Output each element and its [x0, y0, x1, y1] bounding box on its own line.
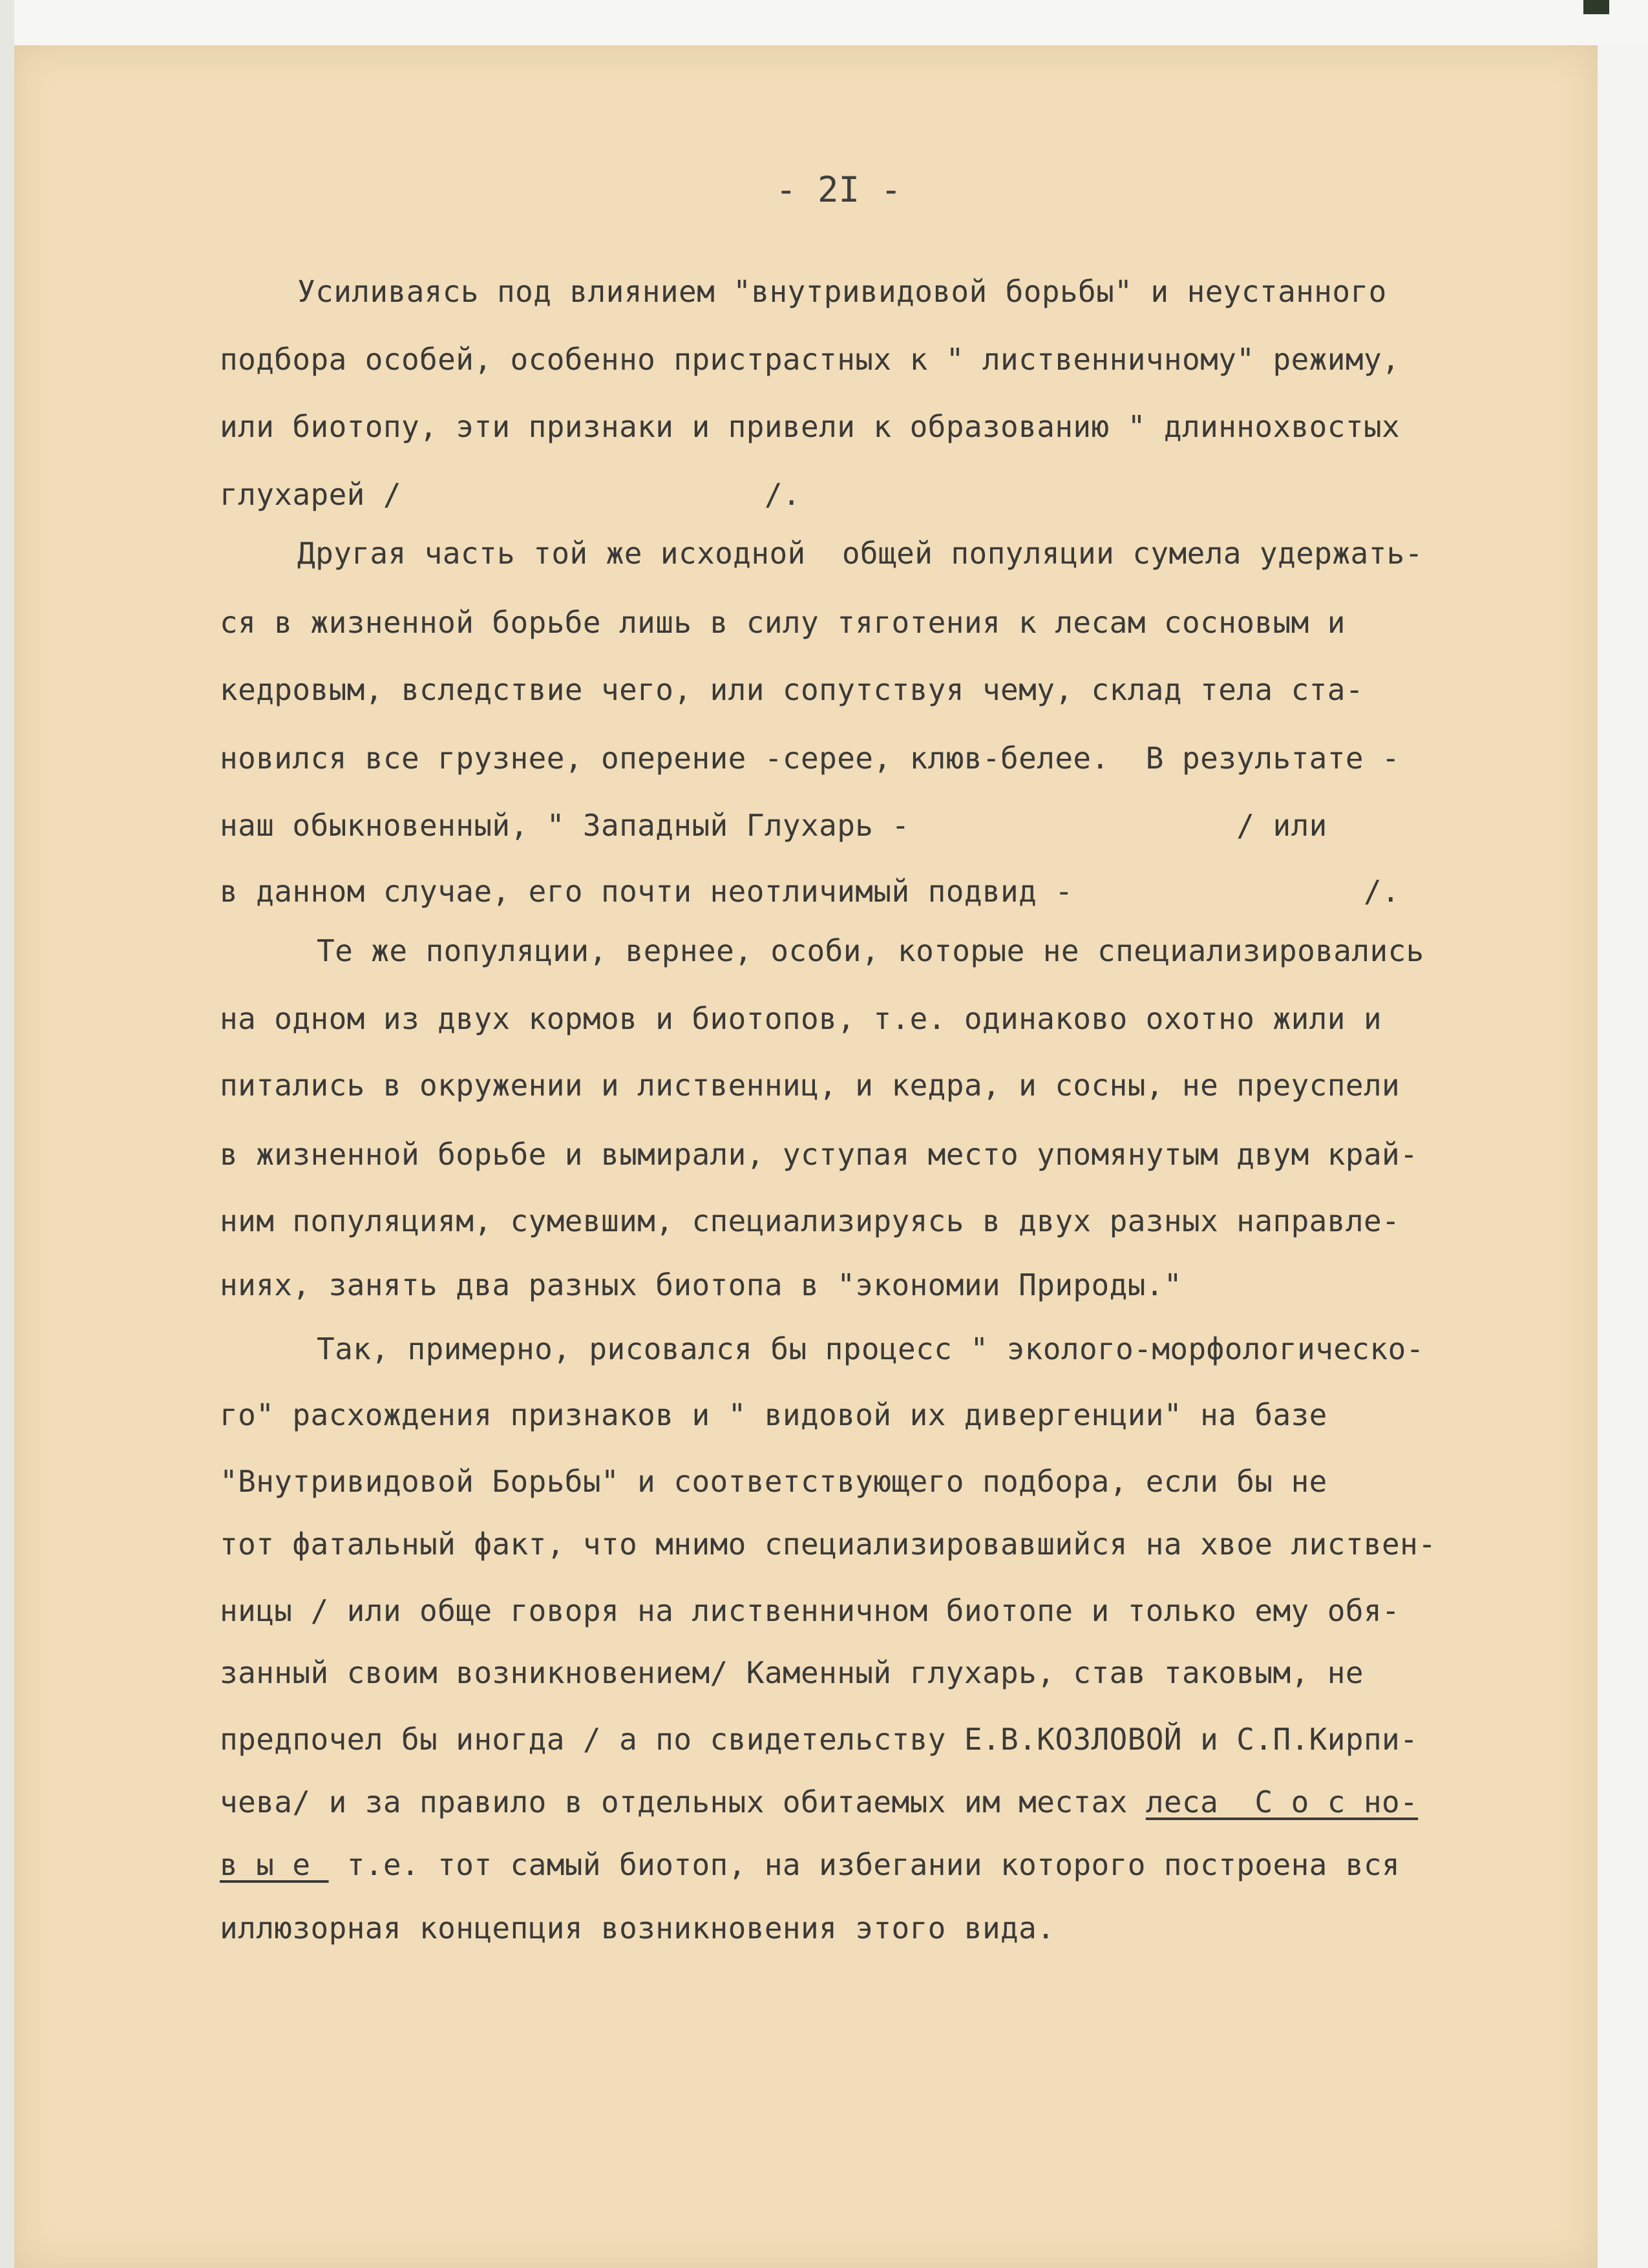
text-line: иллюзорная концепция возникновения этого вида.: [220, 1911, 1055, 1945]
text-line: "Внутривидовой Борьбы" и соответствующего подбора, если бы не: [220, 1464, 1327, 1499]
text-line: [220, 1847, 1400, 1882]
text-line: предпочел бы иногда / а по свидетельству Е.В.КОЗЛОВОЙ и С.П.Кирпи-: [220, 1722, 1419, 1757]
underlined-phrase: леса С о с но-: [1145, 1785, 1419, 1819]
text-line: [220, 1787, 1418, 1817]
text-line: ся в жизненной борьбе лишь в силу тяготения к лесам сосновым и: [220, 605, 1346, 640]
text-line: го" расхождения признаков и " видовой их дивергенции" на базе: [220, 1397, 1327, 1432]
text-line: или биотопу, эти признаки и привели к образованию " длиннохвостых: [220, 409, 1400, 444]
text-line: новился все грузнее, оперение -серее, клюв-белее. В результате -: [220, 741, 1400, 776]
text-line: питались в окружении и лиственниц, и кедра, и сосны, не преуспели: [220, 1068, 1400, 1103]
text-line: в жизненной борьбе и вымирали, уступая место упомянутым двум край-: [220, 1137, 1419, 1172]
text-line: ним популяциям, сумевшим, специализируясь в двух разных направле-: [220, 1203, 1400, 1238]
text-line: ницы / или обще говоря на лиственничном биотопе и только ему обя-: [220, 1593, 1400, 1628]
text-line: ниях, занять два разных биотопа в "экономии Природы.": [220, 1267, 1182, 1302]
text-line: кедровым, вследствие чего, или сопутствуя чему, склад тела ста-: [220, 672, 1364, 707]
text-line: Другая часть той же исходной общей популяции сумела удержать-: [297, 536, 1423, 571]
underlined-phrase: в ы е: [220, 1847, 329, 1882]
text-line: подбора особей, особенно пристрастных к " лиственничному" режиму,: [220, 342, 1400, 377]
text-line: Так, примерно, рисовался бы процесс " эколого-морфологическо-: [317, 1331, 1424, 1366]
text-line: на одном из двух кормов и биотопов, т.е. одинаково охотно жили и: [220, 1001, 1382, 1036]
text-line: глухарей / /.: [220, 477, 801, 512]
page-number: - 2I -: [776, 169, 902, 210]
text-line: занный своим возникновением/ Каменный глухарь, став таковым, не: [220, 1655, 1364, 1690]
text-line-segment: т.е. тот самый биотоп, на избегании которого построена вся: [328, 1847, 1400, 1882]
text-line: Усиливаясь под влиянием "внутривидовой борьбы" и неустанного: [297, 274, 1387, 309]
text-line: тот фатальный факт, что мнимо специализировавшийся на хвое листвен-: [220, 1527, 1437, 1562]
text-line: в данном случае, его почти неотличимый подвид - /.: [220, 874, 1400, 909]
text-line: Те же популяции, вернее, особи, которые не специализировались: [317, 933, 1424, 968]
text-line-segment: чева/ и за правило в отдельных обитаемых им местах: [220, 1785, 1146, 1819]
text-line: наш обыкновенный, " Западный Глухарь - / или: [220, 808, 1327, 843]
